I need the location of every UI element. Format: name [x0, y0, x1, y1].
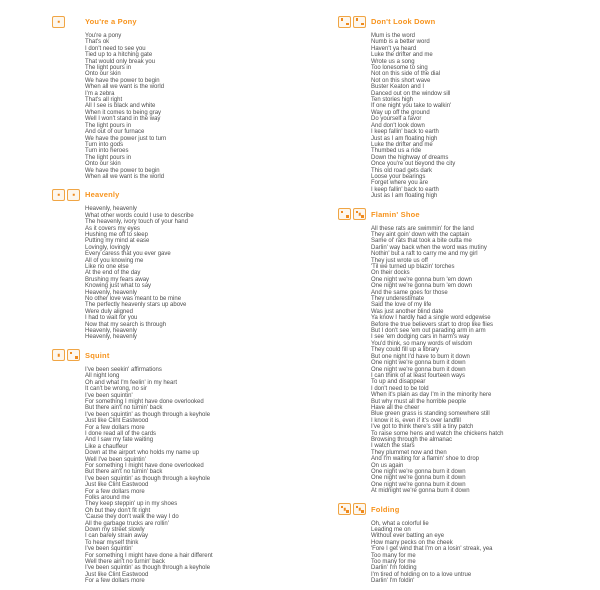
- die-dot: [57, 194, 60, 197]
- lyric-line: Were duly aligned: [85, 308, 133, 315]
- lyric-line: I've been squintin': [85, 546, 133, 553]
- lyric-line: Not on this side of the dial: [371, 71, 441, 78]
- track-number-dice-icon: [338, 208, 371, 220]
- lyric-line: Onto our skin: [85, 161, 121, 168]
- lyric-line: Too many for me: [371, 552, 416, 559]
- lyric-line: The heavenly, ivory touch of your hand: [85, 219, 188, 226]
- lyric-line: But one night I'd have to burn it down: [371, 353, 470, 360]
- lyric-line: That's all right: [85, 97, 123, 104]
- lyric-line: At the end of the day: [85, 270, 141, 277]
- track-section: [52, 188, 302, 341]
- right-column: [338, 15, 588, 590]
- die-2-icon: [67, 349, 80, 361]
- lyric-line: One night we're gonna burn it down: [371, 360, 466, 367]
- die-2-icon: [353, 16, 366, 28]
- track-section: [52, 349, 302, 585]
- lyric-line: The light pours in: [85, 122, 132, 129]
- lyric-line: Too lonesome to sing: [371, 65, 428, 72]
- lyric-line: Danced out on the window sill: [371, 90, 451, 97]
- lyric-line: They could fill up a library: [371, 347, 440, 354]
- lyric-line: For something I might have done overlooked: [85, 462, 204, 469]
- lyric-line: To up and disappear: [371, 379, 426, 386]
- lyric-line: We have the power just to turn: [85, 135, 167, 142]
- lyric-line: For a few dollars more: [85, 488, 145, 495]
- track-section: [338, 503, 588, 585]
- lyric-line: Just like Clint Eastwood: [85, 418, 149, 425]
- lyric-line: Oh but they don't fit right: [85, 507, 151, 514]
- lyric-line: Every caress that you ever gave: [85, 251, 171, 258]
- lyric-line: Do yourself a favor: [371, 116, 422, 123]
- lyric-line: Just as I am floating high: [371, 193, 438, 200]
- lyric-line: Loose your bearings: [371, 173, 426, 180]
- lyric-line: When all we want is the world: [85, 173, 165, 180]
- lyric-line: Buster Keaton and I: [371, 84, 425, 91]
- lyric-line: Tied up to a hitching gate: [85, 52, 153, 59]
- lyric-line: Too many for me: [371, 559, 416, 566]
- lyric-line: You'd think, so many words of wisdom: [371, 340, 473, 347]
- lyric-line: For a few dollars more: [85, 578, 145, 585]
- lyric-line: I'm a zebra: [85, 90, 115, 97]
- lyric-line: How many pecks on the cheek: [371, 539, 453, 546]
- lyric-line: Knowing just what to say: [85, 283, 152, 290]
- lyric-line: 'Cause they don't walk the way I do: [85, 514, 179, 521]
- lyric-line: Heavenly, heavenly: [85, 334, 137, 341]
- lyric-line: At midnight we're gonna burn it down: [371, 488, 470, 495]
- track-header: [52, 349, 302, 362]
- lyric-line: They just wrote us off: [371, 257, 428, 264]
- lyric-line: Just like Clint Eastwood: [85, 482, 149, 489]
- track-title-link[interactable]: Folding: [371, 504, 400, 514]
- track-section: [338, 15, 588, 200]
- lyric-line: As it covers my eyes: [85, 225, 141, 232]
- die-dot: [346, 510, 349, 513]
- lyrics-block: [85, 367, 302, 585]
- die-2-icon: [338, 208, 351, 220]
- lyric-line: That's ok: [85, 39, 110, 46]
- track-number-dice-icon: [338, 503, 371, 515]
- die-3-icon: [353, 503, 366, 515]
- track-number-dice-icon: [338, 16, 371, 28]
- lyric-line: The light pours in: [85, 65, 132, 72]
- die-dot: [341, 18, 344, 21]
- lyric-line: Luke the drifter and me: [371, 141, 433, 148]
- track-title-link[interactable]: Don't Look Down: [371, 17, 436, 26]
- lyric-line: Forget where you are: [371, 180, 429, 187]
- lyric-line: Folks around me: [85, 495, 130, 501]
- die-3-icon: [353, 208, 366, 220]
- die-dot: [361, 510, 364, 513]
- lyric-line: Nothin' but a raft to carry me and my girl: [371, 251, 478, 258]
- lyric-line: One night we're gonna burn it down: [371, 366, 466, 373]
- track-title-link[interactable]: You're a Pony: [85, 17, 137, 26]
- lyric-line: Luke the drifter and me: [371, 52, 433, 59]
- lyric-line: One night we're gonna burn it down: [371, 469, 466, 475]
- lyric-line: Was just another blind date: [371, 308, 444, 315]
- lyric-line: Turn into heroes: [85, 148, 129, 155]
- lyric-line: Once you're out beyond the city: [371, 161, 456, 168]
- die-1-icon: [52, 189, 65, 201]
- lyric-line: Said the love of my life: [371, 302, 432, 309]
- lyric-line: Down the highway of dreams: [371, 154, 449, 161]
- lyric-line: On us again: [371, 462, 404, 469]
- lyric-line: They plummet now and then: [371, 449, 447, 456]
- lyric-line: And I'm waiting for a flamin' shoe to drop: [371, 456, 480, 463]
- lyric-line: Before the true believers start to drop like flies: [371, 321, 494, 328]
- lyric-line: Well there ain't no turnin' back: [85, 559, 165, 566]
- lyric-line: Darlin' way back when the word was mutiny: [371, 244, 487, 251]
- lyric-line: Darlin' I'm foldin': [371, 578, 415, 585]
- lyric-line: And the same goes for those: [371, 289, 448, 296]
- track-header: [52, 15, 302, 28]
- track-header: [338, 15, 588, 28]
- lyric-line: For something I might have done overlooked: [85, 398, 204, 405]
- lyric-line: Ten stories high: [371, 97, 414, 104]
- lyric-line: When it's plain as day I'm in the minority here: [371, 392, 492, 399]
- track-header: [338, 208, 588, 221]
- lyrics-block: [371, 226, 588, 495]
- lyric-line: Leading me on: [371, 527, 411, 534]
- lyric-line: Now that my search is through: [85, 321, 167, 328]
- lyric-line: We have the power to begin: [85, 77, 160, 84]
- lyric-line: To hear myself think: [85, 539, 139, 546]
- lyric-line: All of you knowing me: [85, 257, 144, 264]
- die-dot: [361, 23, 364, 26]
- lyric-line: Putting my mind at ease: [85, 238, 150, 245]
- lyric-line: I can think of at least fourteen ways: [371, 372, 466, 379]
- track-section: [338, 208, 588, 495]
- die-1-icon: [52, 16, 65, 28]
- lyric-line: All I see is black and white: [85, 103, 156, 110]
- track-title-link[interactable]: Heavenly: [85, 190, 120, 200]
- lyric-line: Have all the cheer: [371, 404, 420, 411]
- lyric-line: Like no one else: [85, 264, 129, 270]
- track-header: [52, 188, 302, 201]
- lyric-line: Without ever batting an eye: [371, 533, 445, 540]
- lyric-line: One night we're gonna burn 'em down: [371, 276, 473, 283]
- lyric-line: Numb is a better word: [371, 39, 430, 46]
- lyric-line: And out of our furnace: [85, 129, 145, 136]
- lyric-line: Well I won't stand in the way: [85, 116, 161, 123]
- lyric-line: One night we're gonna burn 'em down: [371, 283, 473, 290]
- lyric-line: And I saw my fate waiting: [85, 437, 154, 444]
- die-1-icon: [67, 189, 80, 201]
- lyric-line: No other love was meant to be mine: [85, 296, 182, 303]
- die-dot: [75, 356, 78, 359]
- lyric-line: I've got to think there's still a tiny patch: [371, 424, 474, 431]
- lyric-line: I see 'em dodging cars in harm's way: [371, 334, 470, 341]
- lyric-line: If one night you take to walkin': [371, 103, 452, 110]
- die-dot: [346, 23, 349, 26]
- die-2-icon: [338, 16, 351, 28]
- lyric-line: 'Til we turned up blazin' torches: [371, 264, 455, 270]
- die-dot: [57, 20, 60, 23]
- lyric-line: On their docks: [371, 270, 410, 277]
- track-title-link[interactable]: Squint: [85, 350, 110, 360]
- lyric-line: Way up off the ground: [371, 109, 430, 116]
- lyric-line: Blue green grass is standing somewhere still: [371, 411, 490, 418]
- lyric-line: That would only break you: [85, 58, 156, 65]
- lyric-line: They keep steppin' up in my shoes: [85, 501, 178, 508]
- lyric-line: Down my street slowly: [85, 527, 145, 534]
- lyric-line: I've been squintin' as though through a keyhole: [85, 411, 211, 418]
- lyric-line: Hushing me off to sleep: [85, 231, 148, 238]
- lyric-line: Wrote us a song: [371, 58, 415, 65]
- lyric-line: I've been squintin' as though through a keyhole: [85, 475, 211, 482]
- lyric-line: But why must all the horrible people: [371, 398, 467, 405]
- lyric-line: Oh and what I'm feelin' in my heart: [85, 379, 178, 386]
- lyric-line: I've been seekin' affirmations: [85, 366, 162, 373]
- left-column: [52, 15, 302, 590]
- lyric-line: I had to wait for you: [85, 315, 138, 322]
- lyric-line: Heavenly, heavenly: [85, 328, 137, 335]
- lyrics-block: [85, 206, 302, 341]
- lyrics-block: [371, 521, 588, 585]
- lyric-line: I'm tired of holding on to a love untrue: [371, 571, 472, 578]
- lyric-line: All these rats are swimmin' for the land: [371, 225, 474, 232]
- lyric-line: You're a pony: [85, 33, 122, 39]
- lyric-line: For a few dollars more: [85, 424, 145, 431]
- lyric-line: But there ain't no turnin' back: [85, 405, 163, 412]
- lyric-line: Turn into gods: [85, 141, 124, 148]
- lyric-line: Ya know I hardly had a single word edgewise: [371, 315, 491, 322]
- track-section: [52, 15, 302, 180]
- lyric-line: I keep fallin' back to earth: [371, 186, 439, 193]
- lyric-line: Just like Clint Eastwood: [85, 571, 149, 578]
- lyric-line: Like a chauffeur: [85, 443, 128, 450]
- track-number-dice-icon: [52, 16, 85, 28]
- lyric-line: One night we're gonna burn it down: [371, 481, 466, 488]
- die-1-icon: [52, 349, 65, 361]
- lyric-line: I've been squintin' as though through a keyhole: [85, 565, 211, 572]
- lyric-line: Darlin' I'm folding: [371, 565, 417, 572]
- die-dot: [72, 194, 75, 197]
- lyric-line: Not on this short wave: [371, 77, 431, 84]
- lyric-line: What other words could I use to describe: [85, 212, 194, 219]
- die-dot: [356, 18, 359, 21]
- lyric-line: For something I might have done a hair different: [85, 552, 213, 559]
- lyric-line: I keep fallin' back to earth: [371, 129, 439, 136]
- lyric-line: It can't be wrong, no sir: [85, 386, 147, 393]
- lyric-line: This old road gets dark: [371, 167, 433, 174]
- lyrics-block: [371, 33, 588, 200]
- lyric-line: They aint goin' down with the captain: [371, 231, 470, 238]
- die-dot: [346, 215, 349, 218]
- lyric-line: Oh, what a colorful lie: [371, 520, 429, 527]
- lyric-line: I watch the stars: [371, 443, 415, 450]
- lyric-line: Onto our skin: [85, 71, 121, 78]
- lyric-line: And don't look down: [371, 122, 425, 129]
- track-number-dice-icon: [52, 189, 85, 201]
- die-dot: [341, 211, 344, 214]
- lyric-line: Browsing through the almanac: [371, 436, 453, 443]
- lyric-line: They underestimate: [371, 296, 425, 303]
- lyric-line: I can barely strain away: [85, 533, 149, 540]
- lyric-line: I don't need to see you: [85, 45, 146, 52]
- track-header: [338, 503, 588, 516]
- lyric-line: Lovingly, lovingly: [85, 244, 130, 251]
- lyric-line: 'Fore I get wind that I'm on a losin' streak, yea: [371, 546, 493, 553]
- lyric-line: The light pours in: [85, 154, 132, 161]
- die-3-icon: [338, 503, 351, 515]
- lyric-line: Down at the airport who holds my name up: [85, 450, 200, 457]
- lyric-line: I know it is, even if it's over landfill: [371, 417, 461, 424]
- die-dot: [57, 354, 60, 357]
- die-dot: [70, 352, 73, 355]
- lyric-line: The perfectly heavenly stars up above: [85, 302, 187, 309]
- lyric-line: When it comes to being gray: [85, 109, 162, 116]
- lyric-line: Brushing my fears away: [85, 276, 150, 283]
- lyric-line: Well I've been squintin': [85, 456, 146, 463]
- lyric-line: All night long: [85, 373, 120, 380]
- lyric-line: Mum is the word: [371, 33, 416, 39]
- lyric-line: One night we're gonna burn it down: [371, 475, 466, 482]
- lyric-line: But there ain't no turnin' back: [85, 469, 163, 476]
- die-dot: [361, 215, 364, 218]
- lyric-line: We have the power to begin: [85, 167, 160, 174]
- lyric-line: When all we want is the world: [85, 84, 165, 91]
- lyric-line: I done read all of the cards: [85, 430, 157, 437]
- lyric-line: Haven't ya heard: [371, 45, 417, 52]
- lyric-line: Same ol' rats that took a bite outta me: [371, 238, 472, 245]
- lyric-line: Heavenly, heavenly: [85, 289, 137, 296]
- lyric-line: Heavenly, heavenly: [85, 206, 137, 213]
- lyric-line: Thumbed us a ride: [371, 148, 422, 155]
- lyric-line: But I don't see 'em out parading arm in arm: [371, 328, 486, 335]
- lyric-line: Just as I am floating high: [371, 135, 438, 142]
- track-title-link[interactable]: Flamin' Shoe: [371, 209, 420, 219]
- lyric-line: All the garbage trucks are rollin': [85, 520, 169, 527]
- lyrics-block: [85, 33, 302, 180]
- lyric-line: To raise some hens and watch the chickens hatch: [371, 430, 504, 437]
- track-number-dice-icon: [52, 349, 85, 361]
- lyric-line: I've been squintin': [85, 392, 133, 399]
- lyric-line: I don't need to be told: [371, 385, 429, 392]
